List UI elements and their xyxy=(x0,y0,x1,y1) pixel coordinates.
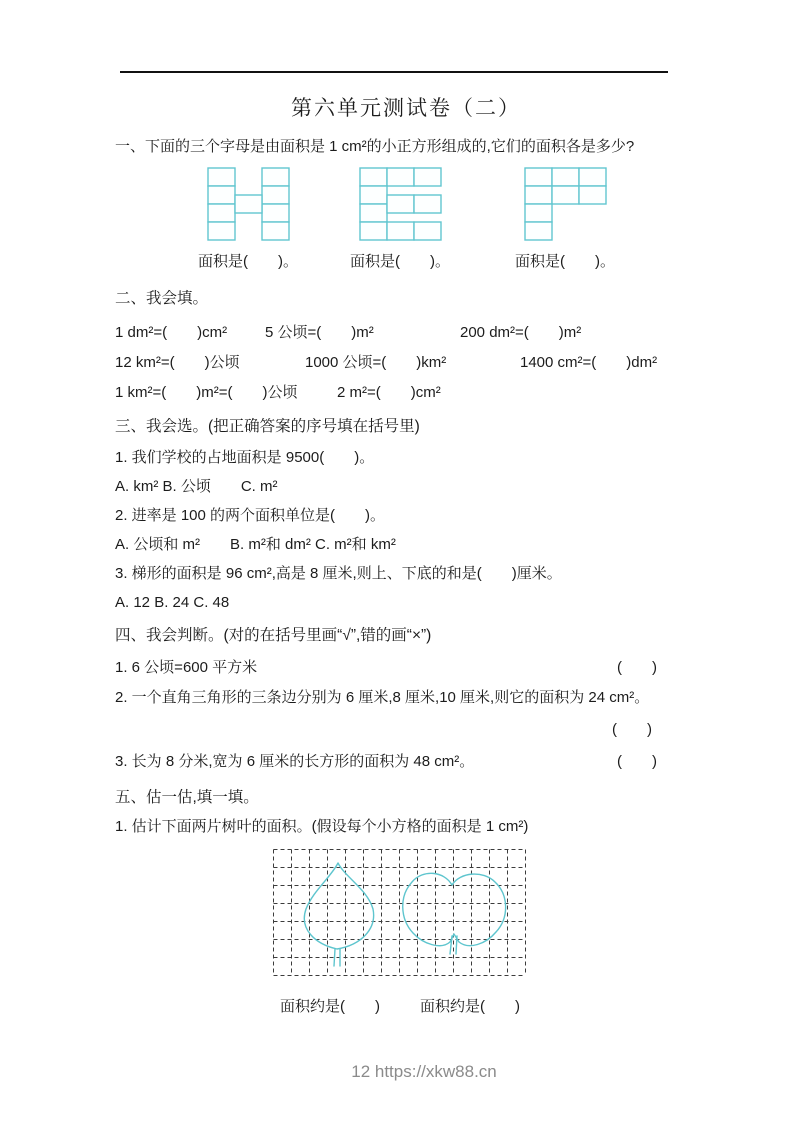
heart-leaf xyxy=(403,873,506,945)
letter-shape-h-block xyxy=(187,167,309,271)
letter-h-grid xyxy=(207,167,290,241)
judge-text: 3. 长为 8 分米,宽为 6 厘米的长方形的面积为 48 cm²。 xyxy=(115,753,475,770)
choice-question-3: 3. 梯形的面积是 96 cm²,高是 8 厘米,则上、下底的和是( )厘米。 xyxy=(115,565,562,582)
judge-item-1 xyxy=(115,653,697,683)
judge-item-3 xyxy=(115,747,697,777)
fill-row-3 xyxy=(115,378,697,408)
section1-heading: 一、下面的三个字母是由面积是 1 cm²的小正方形组成的,它们的面积各是多少? xyxy=(115,138,635,155)
section5-subheading: 1. 估计下面两片树叶的面积。(假设每个小方格的面积是 1 cm²) xyxy=(115,818,529,835)
heart-leaf xyxy=(450,936,452,954)
letter-e-grid xyxy=(359,167,442,241)
fill-row-2 xyxy=(115,348,697,378)
letter-p-grid xyxy=(524,167,607,241)
area-blank-label: 面积是( )。 xyxy=(515,253,615,270)
paper-content xyxy=(115,86,697,1016)
letter-shapes-row xyxy=(115,167,697,271)
fill-item: 1000 公顷=( )km² xyxy=(305,354,447,371)
section4-heading: 四、我会判断。(对的在括号里画“√”,错的画“×”) xyxy=(115,627,432,644)
approx-area-label-2: 面积约是( ) xyxy=(420,998,520,1015)
section5-heading: 五、估一估,填一填。 xyxy=(115,789,259,806)
judge-items xyxy=(115,653,697,777)
header-rule xyxy=(120,71,668,73)
fill-item: 12 km²=( )公顷 xyxy=(115,354,240,371)
leaf-grid-svg xyxy=(273,849,526,976)
letter-shape-e-block xyxy=(339,167,461,271)
choice-question-2: 2. 进率是 100 的两个面积单位是( )。 xyxy=(115,507,386,524)
answer-bracket: ( ) xyxy=(617,659,657,676)
answer-bracket: ( ) xyxy=(617,753,657,770)
fill-item: 1 km²=( )m²=( )公顷 xyxy=(115,384,298,401)
fill-item: 1 dm²=( )cm² xyxy=(115,324,228,341)
footer-link[interactable]: 12 https://xkw88.cn xyxy=(351,1062,497,1081)
page-title: 第六单元测试卷（二） xyxy=(291,96,521,120)
fill-in-rows xyxy=(115,318,697,408)
choice-questions xyxy=(115,443,697,617)
fill-row-1 xyxy=(115,318,697,348)
section3-heading: 三、我会选。(把正确答案的序号填在括号里) xyxy=(115,418,420,435)
choice-options-3: A. 12 B. 24 C. 48 xyxy=(115,594,230,611)
choice-options-2: A. 公顷和 m² B. m²和 dm² C. m²和 km² xyxy=(115,536,396,553)
fill-item: 200 dm²=( )m² xyxy=(460,324,582,341)
pointed-leaf xyxy=(334,949,335,966)
judge-item-2: 2. 一个直角三角形的三条边分别为 6 厘米,8 厘米,10 厘米,则它的面积为 24 cm²。 xyxy=(115,689,650,706)
approx-area-labels xyxy=(280,995,697,1016)
answer-bracket: ( ) xyxy=(612,721,652,738)
approx-area-label-1: 面积约是( ) xyxy=(280,998,380,1015)
fill-item: 1400 cm²=( )dm² xyxy=(520,354,658,371)
area-blank-label: 面积是( )。 xyxy=(350,253,450,270)
choice-options-1: A. km² B. 公顷 C. m² xyxy=(115,478,278,495)
area-blank-label: 面积是( )。 xyxy=(198,253,298,270)
heart-leaf xyxy=(456,936,457,954)
section2-heading: 二、我会填。 xyxy=(115,290,209,307)
letter-shape-p-block xyxy=(504,167,626,271)
judge-text: 1. 6 公顷=600 平方米 xyxy=(115,659,258,676)
fill-item: 5 公顷=( )m² xyxy=(265,324,374,341)
choice-question-1: 1. 我们学校的占地面积是 9500( )。 xyxy=(115,449,375,466)
leaf-grid-wrap xyxy=(273,849,697,981)
fill-item: 2 m²=( )cm² xyxy=(337,384,441,401)
